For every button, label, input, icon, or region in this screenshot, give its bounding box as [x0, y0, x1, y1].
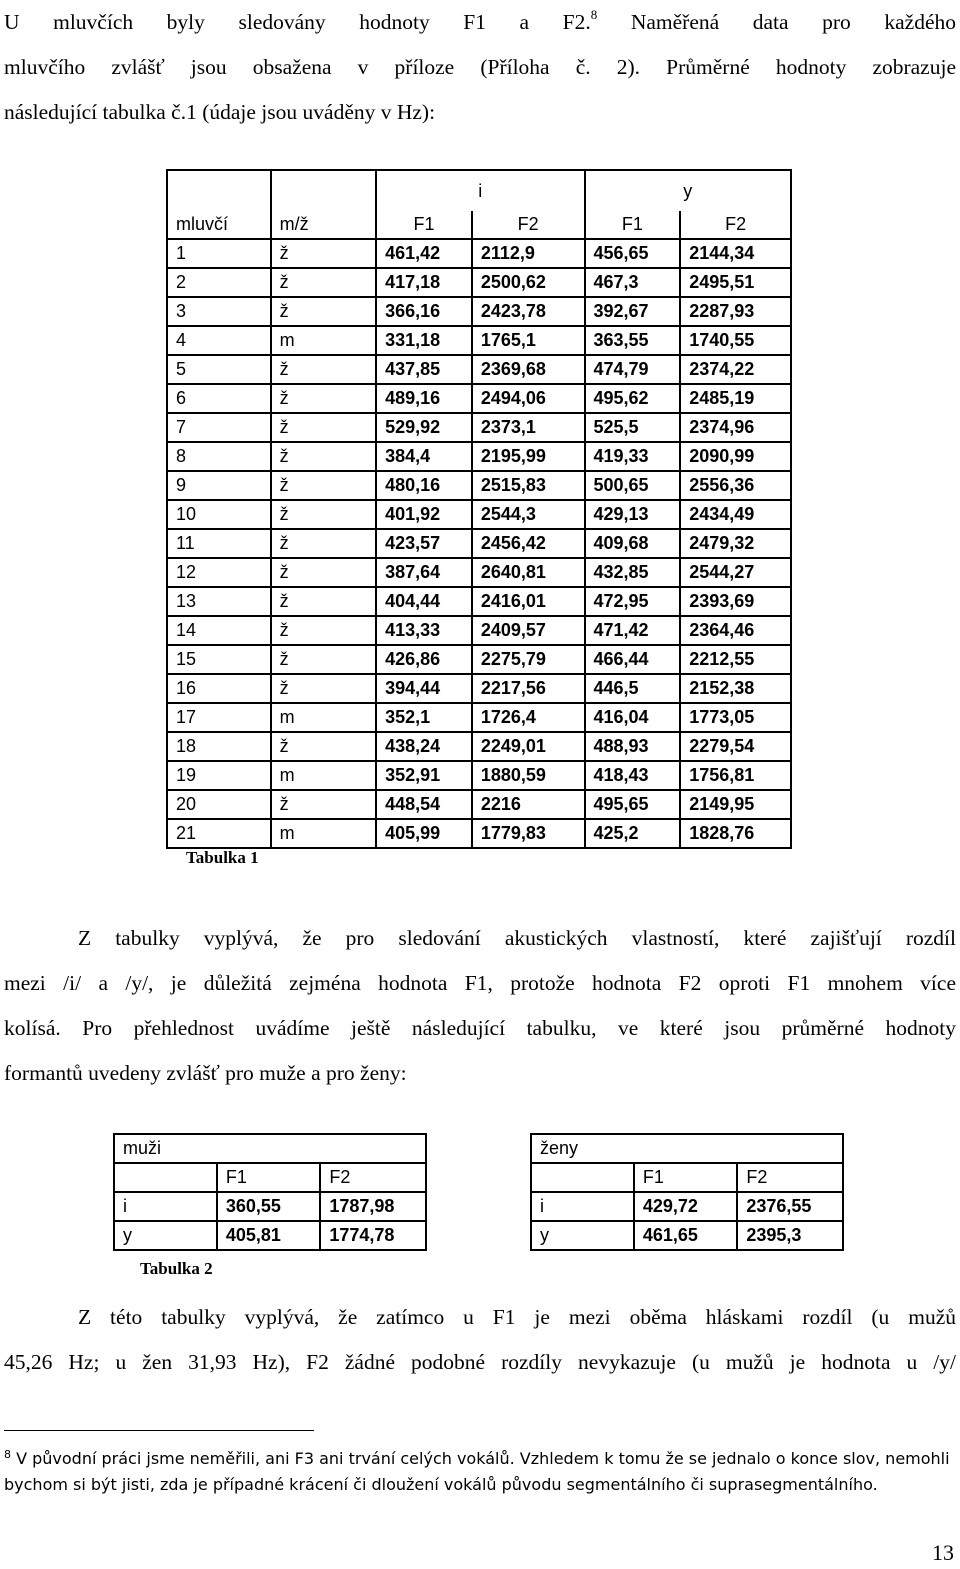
formant-cell: 384,4 [376, 442, 472, 471]
formant-cell: 416,04 [585, 703, 681, 732]
sex-cell: ž [271, 616, 376, 645]
formant-cell: 2416,01 [472, 587, 585, 616]
formant-cell: 419,33 [585, 442, 681, 471]
formant-cell: 2152,38 [680, 674, 791, 703]
formant-cell: 2373,1 [472, 413, 585, 442]
table-row [167, 384, 791, 413]
intro-line-1-tail: Naměřená data pro každého [597, 10, 956, 34]
paragraph-2 [4, 916, 956, 1096]
speaker-cell: 7 [167, 413, 271, 442]
footnote [4, 1446, 956, 1498]
table-row [167, 703, 791, 732]
formant-cell: 480,16 [376, 471, 472, 500]
sex-cell: ž [271, 645, 376, 674]
formant-cell: 401,92 [376, 500, 472, 529]
formant-cell: 2495,51 [680, 268, 791, 297]
sex-cell: ž [271, 500, 376, 529]
formant-cell: 1756,81 [680, 761, 791, 790]
women-cell: 2376,55 [737, 1192, 843, 1221]
men-header-f2: F2 [320, 1163, 426, 1192]
men-cell: 1787,98 [320, 1192, 426, 1221]
formant-cell: 1880,59 [472, 761, 585, 790]
footnote-text: V původní práci jsme neměřili, ani F3 ani trvání celých vokálů. Vzhledem k tomu že se jednalo o konce slov, nemohli bychom si být jisti, zda je případné krácení či dloužení vokálů původu segmentálního či suprasegmentálního. [4, 1449, 950, 1494]
formant-cell: 2217,56 [472, 674, 585, 703]
formant-cell: 331,18 [376, 326, 472, 355]
women-corner [531, 1163, 634, 1192]
speaker-cell: 5 [167, 355, 271, 384]
men-cell: 360,55 [217, 1192, 320, 1221]
sex-cell: ž [271, 587, 376, 616]
formant-cell: 352,91 [376, 761, 472, 790]
formant-cell: 437,85 [376, 355, 472, 384]
table-row [531, 1192, 843, 1221]
sex-cell: ž [271, 355, 376, 384]
formant-cell: 392,67 [585, 297, 681, 326]
formant-cell: 2369,68 [472, 355, 585, 384]
speaker-cell: 14 [167, 616, 271, 645]
formant-cell: 2479,32 [680, 529, 791, 558]
women-cell: 2395,3 [737, 1221, 843, 1250]
col-header-speaker: mluvčí [167, 211, 271, 239]
table-row [167, 297, 791, 326]
sex-cell: ž [271, 239, 376, 268]
formant-cell: 2640,81 [472, 558, 585, 587]
speaker-cell: 17 [167, 703, 271, 732]
speaker-cell: 12 [167, 558, 271, 587]
speaker-cell: 13 [167, 587, 271, 616]
formant-cell: 2216 [472, 790, 585, 819]
formant-cell: 1726,4 [472, 703, 585, 732]
formant-cell: 2434,49 [680, 500, 791, 529]
formant-cell: 423,57 [376, 529, 472, 558]
formant-cell: 1779,83 [472, 819, 585, 848]
para2-line-3: kolísá. Pro přehlednost uvádíme ještě následující tabulku, ve které jsou průměrné hodnoty [4, 1016, 956, 1040]
formant-cell: 495,62 [585, 384, 681, 413]
formant-cell: 2409,57 [472, 616, 585, 645]
formant-cell: 2393,69 [680, 587, 791, 616]
women-header-f1: F1 [634, 1163, 737, 1192]
table-row [167, 558, 791, 587]
formant-cell: 474,79 [585, 355, 681, 384]
col-header-sex: m/ž [271, 211, 376, 239]
formant-cell: 461,42 [376, 239, 472, 268]
formant-cell: 352,1 [376, 703, 472, 732]
formant-cell: 429,13 [585, 500, 681, 529]
formant-cell: 2287,93 [680, 297, 791, 326]
men-header-f1: F1 [217, 1163, 320, 1192]
formant-cell: 363,55 [585, 326, 681, 355]
table-row [167, 790, 791, 819]
footnote-number: 8 [4, 1448, 11, 1461]
men-row-label: y [114, 1221, 217, 1250]
formant-cell: 500,65 [585, 471, 681, 500]
formant-cell: 488,93 [585, 732, 681, 761]
formant-cell: 1740,55 [680, 326, 791, 355]
intro-line-1-text: U mluvčích byly sledovány hodnoty F1 a F2. [4, 10, 591, 34]
formant-cell: 2423,78 [472, 297, 585, 326]
sex-cell: m [271, 703, 376, 732]
formant-cell: 409,68 [585, 529, 681, 558]
men-corner [114, 1163, 217, 1192]
table2-men [113, 1133, 427, 1251]
formant-cell: 2144,34 [680, 239, 791, 268]
col-header-y-f2: F2 [680, 211, 791, 239]
corner-cell [167, 170, 271, 211]
formant-cell: 1765,1 [472, 326, 585, 355]
formant-cell: 2249,01 [472, 732, 585, 761]
formant-cell: 413,33 [376, 616, 472, 645]
sex-cell: ž [271, 558, 376, 587]
table-row [531, 1221, 843, 1250]
para2-line-2: mezi /i/ a /y/, je důležitá zejména hodnota F1, protože hodnota F2 oproti F1 mnohem více [4, 971, 956, 995]
table-row [167, 732, 791, 761]
men-title: muži [114, 1134, 426, 1163]
speaker-cell: 1 [167, 239, 271, 268]
table-row [167, 268, 791, 297]
formant-cell: 394,44 [376, 674, 472, 703]
table-row [167, 239, 791, 268]
women-cell: 429,72 [634, 1192, 737, 1221]
formant-cell: 2556,36 [680, 471, 791, 500]
sex-cell: ž [271, 674, 376, 703]
formant-cell: 438,24 [376, 732, 472, 761]
formant-cell: 366,16 [376, 297, 472, 326]
sex-cell: ž [271, 413, 376, 442]
formant-cell: 495,65 [585, 790, 681, 819]
formant-cell: 417,18 [376, 268, 472, 297]
table-row [167, 645, 791, 674]
table-row [167, 587, 791, 616]
formant-cell: 425,2 [585, 819, 681, 848]
col-header-y-f1: F1 [585, 211, 681, 239]
formant-cell: 2279,54 [680, 732, 791, 761]
footnote-separator [4, 1430, 314, 1431]
para2-line-1: Z tabulky vyplývá, že pro sledování akustických vlastností, které zajišťují rozdíl [78, 926, 956, 950]
formant-cell: 448,54 [376, 790, 472, 819]
sex-cell: ž [271, 442, 376, 471]
formant-cell: 2195,99 [472, 442, 585, 471]
footnote-ref: 8 [590, 7, 598, 22]
formant-cell: 2275,79 [472, 645, 585, 674]
formant-cell: 467,3 [585, 268, 681, 297]
formant-cell: 418,43 [585, 761, 681, 790]
group-header-i: i [376, 170, 584, 211]
formant-cell: 489,16 [376, 384, 472, 413]
formant-cell: 2112,9 [472, 239, 585, 268]
formant-cell: 2544,27 [680, 558, 791, 587]
col-header-i-f2: F2 [472, 211, 585, 239]
para2-line-4: formantů uvedeny zvlášť pro muže a pro ženy: [4, 1061, 407, 1085]
paragraph-3 [4, 1295, 956, 1385]
formant-cell: 2456,42 [472, 529, 585, 558]
formant-cell: 525,5 [585, 413, 681, 442]
table-row [167, 674, 791, 703]
table2-women [530, 1133, 844, 1251]
men-cell: 1774,78 [320, 1221, 426, 1250]
men-row-label: i [114, 1192, 217, 1221]
formant-cell: 472,95 [585, 587, 681, 616]
table-row [167, 761, 791, 790]
col-header-i-f1: F1 [376, 211, 472, 239]
sex-cell: m [271, 761, 376, 790]
men-cell: 405,81 [217, 1221, 320, 1250]
women-row-label: i [531, 1192, 634, 1221]
sex-cell: ž [271, 384, 376, 413]
formant-cell: 2485,19 [680, 384, 791, 413]
formant-cell: 2374,22 [680, 355, 791, 384]
formant-cell: 426,86 [376, 645, 472, 674]
sex-cell: ž [271, 732, 376, 761]
formant-cell: 404,44 [376, 587, 472, 616]
formant-cell: 446,5 [585, 674, 681, 703]
table-row [167, 471, 791, 500]
intro-line-3: následující tabulka č.1 (údaje jsou uváděny v Hz): [4, 100, 436, 124]
sex-cell: ž [271, 529, 376, 558]
table-row [167, 500, 791, 529]
corner-cell-2 [271, 170, 376, 211]
table-row [167, 413, 791, 442]
table-row [167, 529, 791, 558]
speaker-cell: 2 [167, 268, 271, 297]
sex-cell: m [271, 819, 376, 848]
table2-caption: Tabulka 2 [140, 1259, 213, 1278]
sex-cell: ž [271, 268, 376, 297]
table-row [167, 326, 791, 355]
formant-cell: 529,92 [376, 413, 472, 442]
table-row [114, 1221, 426, 1250]
formant-cell: 432,85 [585, 558, 681, 587]
sex-cell: ž [271, 297, 376, 326]
intro-line-2: mluvčího zvlášť jsou obsažena v příloze (Příloha č. 2). Průměrné hodnoty zobrazuje [4, 55, 956, 79]
speaker-cell: 3 [167, 297, 271, 326]
table-row [167, 616, 791, 645]
para3-line-2: 45,26 Hz; u žen 31,93 Hz), F2 žádné podobné rozdíly nevykazuje (u mužů je hodnota u /y/ [4, 1350, 956, 1374]
speaker-cell: 19 [167, 761, 271, 790]
table-row [114, 1192, 426, 1221]
table1-caption: Tabulka 1 [186, 848, 259, 867]
table-row [167, 819, 791, 848]
table-row [167, 355, 791, 384]
speaker-cell: 15 [167, 645, 271, 674]
speaker-cell: 4 [167, 326, 271, 355]
formant-cell: 2515,83 [472, 471, 585, 500]
formant-cell: 2544,3 [472, 500, 585, 529]
speaker-cell: 9 [167, 471, 271, 500]
group-header-y: y [585, 170, 791, 211]
speaker-cell: 10 [167, 500, 271, 529]
formant-cell: 2090,99 [680, 442, 791, 471]
formant-cell: 387,64 [376, 558, 472, 587]
sex-cell: ž [271, 471, 376, 500]
sex-cell: ž [271, 790, 376, 819]
speaker-cell: 21 [167, 819, 271, 848]
speaker-cell: 6 [167, 384, 271, 413]
formant-cell: 2212,55 [680, 645, 791, 674]
table1-body [167, 239, 791, 848]
speaker-cell: 18 [167, 732, 271, 761]
speaker-cell: 16 [167, 674, 271, 703]
formant-table-1 [166, 169, 792, 849]
speaker-cell: 11 [167, 529, 271, 558]
formant-cell: 1828,76 [680, 819, 791, 848]
formant-cell: 2364,46 [680, 616, 791, 645]
intro-paragraph [4, 0, 956, 135]
formant-cell: 405,99 [376, 819, 472, 848]
formant-cell: 471,42 [585, 616, 681, 645]
women-title: ženy [531, 1134, 843, 1163]
formant-cell: 1773,05 [680, 703, 791, 732]
formant-cell: 2494,06 [472, 384, 585, 413]
formant-cell: 2500,62 [472, 268, 585, 297]
intro-line-1 [4, 0, 956, 45]
table-row [167, 442, 791, 471]
women-header-f2: F2 [737, 1163, 843, 1192]
speaker-cell: 20 [167, 790, 271, 819]
formant-cell: 2374,96 [680, 413, 791, 442]
formant-cell: 456,65 [585, 239, 681, 268]
formant-cell: 466,44 [585, 645, 681, 674]
para3-line-1: Z této tabulky vyplývá, že zatímco u F1 je mezi oběma hláskami rozdíl (u mužů [78, 1305, 956, 1329]
women-cell: 461,65 [634, 1221, 737, 1250]
page-number: 13 [932, 1540, 954, 1565]
women-row-label: y [531, 1221, 634, 1250]
formant-cell: 2149,95 [680, 790, 791, 819]
speaker-cell: 8 [167, 442, 271, 471]
sex-cell: m [271, 326, 376, 355]
